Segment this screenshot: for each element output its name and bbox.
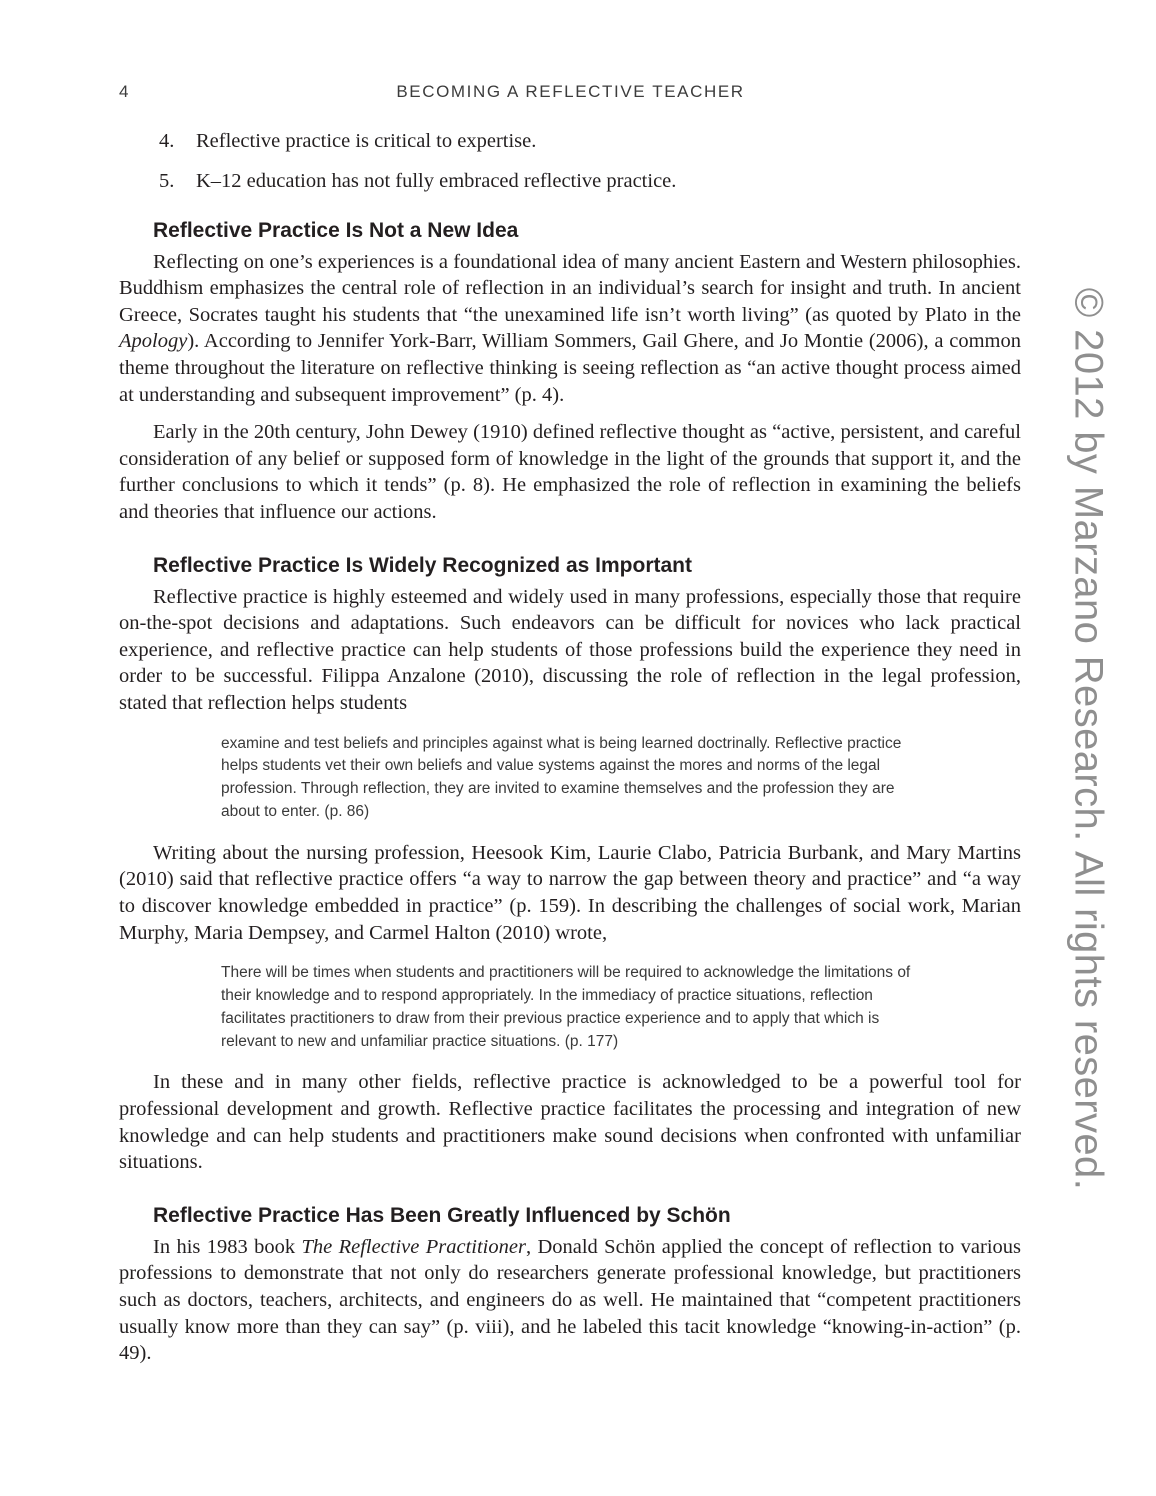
paragraph — [119, 249, 1021, 409]
list-item — [159, 168, 1021, 195]
list-item — [159, 128, 1021, 155]
page-content — [119, 128, 1021, 1378]
section-heading: Reflective Practice Is Not a New Idea — [153, 218, 519, 242]
block-quote: There will be times when students and practitioners will be required to acknowledge the limitations of their knowledge and to respond appropriately. In the immediacy of practice situations, reflection facilitates practitioners to draw from their previous practice experience and to apply that which is relevant to new and unfamiliar practice situations. (p. 177) — [221, 964, 911, 1050]
watermark-text: © 2012 by Marzano Research. All rights reserved. — [1066, 287, 1111, 1191]
paragraph-text: , Donald Schön applied the concept of reflection to various professions to demonstrate that not only do researchers generate professional knowledge, but practitioners such as doctors, teachers, architects, and engineers do as well. He maintained that “competent practitioners usually know more than they can say” (p. viii), and he labeled this tacit knowledge “knowing-in-action” (p. 49). — [119, 1235, 1022, 1365]
paragraph-text: ). According to Jennifer York-Barr, William Sommers, Gail Ghere, and Jo Montie (2006), a common theme throughout the literature on reflective thinking is seeing reflection as “an active thought process aimed at understanding and subsequent improvement” (p. 4). — [119, 330, 1021, 406]
block-quote: examine and test beliefs and principles against what is being learned doctrinally. Reflective practice helps students vet their own beliefs and value systems against the mores and norms of the legal profession. Through reflection, they are invited to examine themselves and the profession they are about to enter. (p. 86) — [221, 734, 902, 820]
paragraph: In these and in many other fields, reflective practice is acknowledged to be a powerful tool for professional development and growth. Reflective practice facilitates the processing and integration of new knowledge and can help students and practitioners make sound decisions when confronted with unfamiliar situations. — [119, 1071, 1021, 1174]
running-head — [0, 82, 1156, 106]
page-number: 4 — [119, 82, 131, 101]
paragraph-text: Reflecting on one’s experiences is a foundational idea of many ancient Eastern and Western philosophies. Buddhism emphasizes the central role of reflection in an individual’s search for insight and truth. In ancient Greece, Socrates taught his students that “the unexamined life isn’t worth living” (as quoted by Plato in the — [119, 250, 1021, 326]
italic-title: The Reflective Practitioner — [301, 1235, 526, 1258]
running-title: BECOMING A REFLECTIVE TEACHER — [396, 82, 745, 101]
numbered-list — [119, 128, 1021, 195]
paragraph: Reflective practice is highly esteemed and widely used in many professions, especially those that require on-the-spot decisions and adaptations. Such endeavors can be difficult for novices who lack practical experience, and reflective practice can help students of those professions build the experience they need in order to be successful. Filippa Anzalone (2010), discussing the role of reflection in the legal profession, stated that reflection helps students — [119, 585, 1021, 714]
italic-title: Apology — [119, 330, 188, 353]
paragraph-text: In his 1983 book — [153, 1235, 302, 1258]
section-heading: Reflective Practice Is Widely Recognized as Important — [153, 553, 692, 577]
paragraph — [119, 1234, 1021, 1367]
list-item-text: Reflective practice is critical to expertise. — [196, 130, 537, 152]
paragraph: Early in the 20th century, John Dewey (1910) defined reflective thought as “active, persistent, and careful consideration of any belief or supposed form of knowledge in the light of the grounds that support it, and the further conclusions to which it tends” (p. 8). He emphasized the role of reflection in examining the beliefs and theories that influence our actions. — [119, 421, 1021, 524]
section-heading: Reflective Practice Has Been Greatly Influenced by Schön — [153, 1203, 731, 1227]
paragraph: Writing about the nursing profession, Heesook Kim, Laurie Clabo, Patricia Burbank, and Mary Martins (2010) said that reflective practice offers “a way to narrow the gap between theory and practice” and “a way to discover knowledge embedded in practice” (p. 159). In describing the challenges of social work, Marian Murphy, Maria Dempsey, and Carmel Halton (2010) wrote, — [119, 841, 1021, 944]
list-item-number: 4. — [159, 130, 175, 152]
list-item-number: 5. — [159, 170, 175, 193]
list-item-text: K–12 education has not fully embraced reflective practice. — [196, 170, 677, 193]
